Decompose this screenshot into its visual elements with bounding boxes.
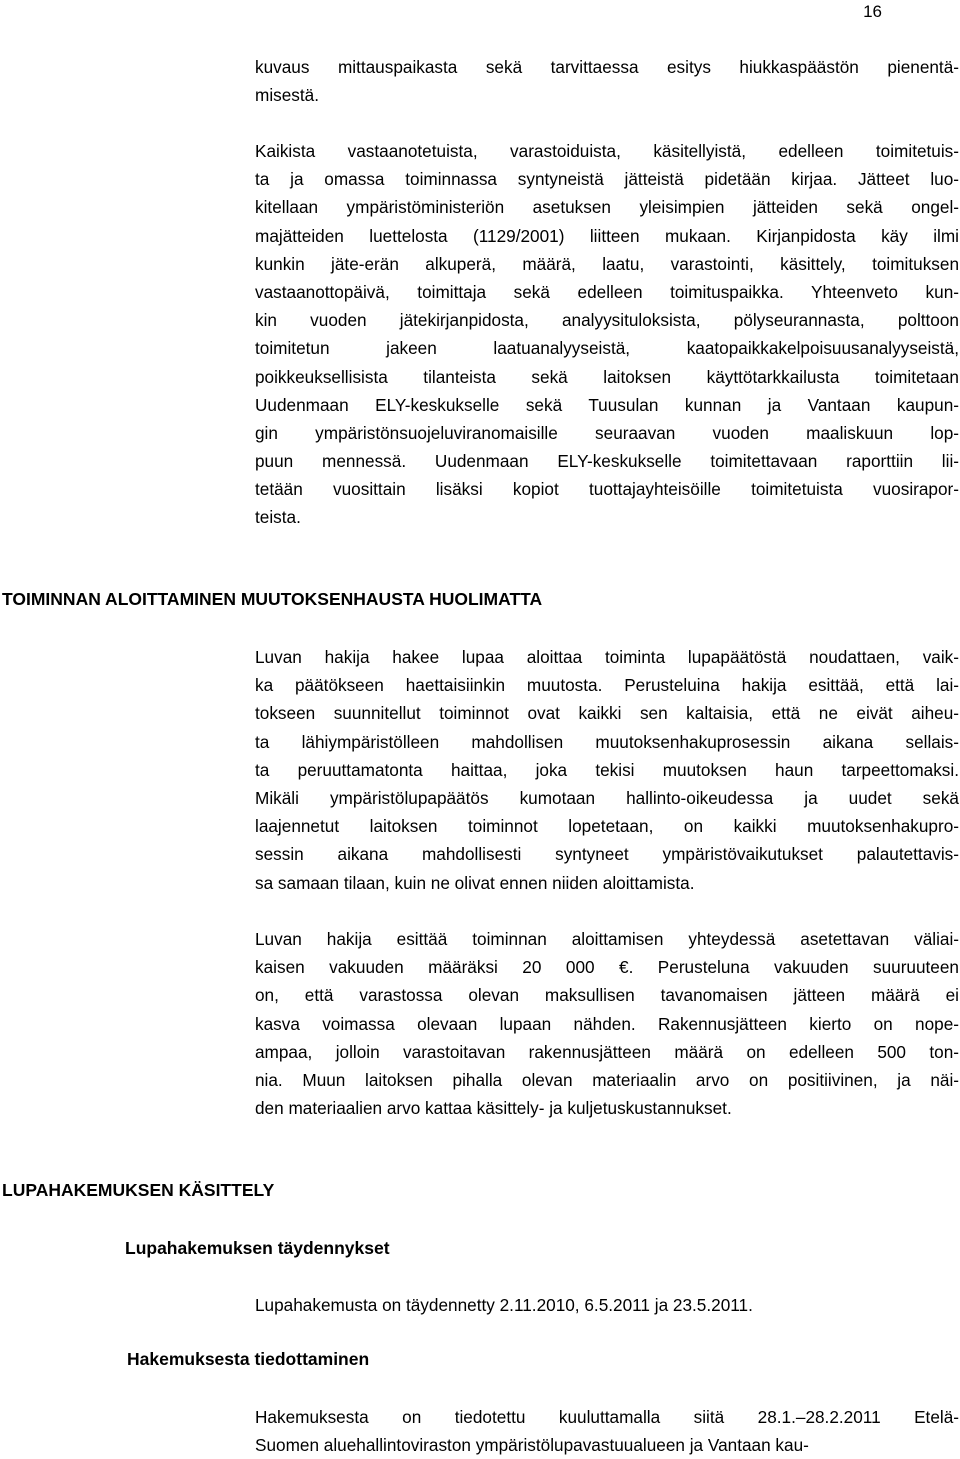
text-line: Suomen aluehallintoviraston ympäristölupavastuualueen ja Vantaan kau- <box>255 1435 809 1456</box>
text-line: Kaikista vastaanotetuista, varastoiduista, käsitellyistä, edelleen toimitetuis- <box>255 141 959 161</box>
taydennykset-paragraph <box>255 1291 959 1319</box>
text-line: kaisen vakuuden määräksi 20 000 €. Perusteluna vakuuden suuruuteen <box>255 957 959 978</box>
text-line: Luvan hakija esittää toiminnan aloittamisen yhteydessä asetettavan väliai- <box>255 929 959 949</box>
text-line: laajennetut laitoksen toiminnot lopetetaan, on kaikki muutoksenhakupro- <box>255 816 959 837</box>
text-line: kunkin jäte-erän alkuperä, määrä, laatu, varastointi, käsittely, toimituksen <box>255 253 959 274</box>
text-line: tetään vuosittain lisäksi kopiot tuottajayhteisöille toimitetuista vuosirapor- <box>255 479 959 500</box>
text-line: ta ja omassa toiminnassa syntyneistä jätteistä pidetään kirjaa. Jätteet luo- <box>255 169 959 190</box>
subheading-taydennykset: Lupahakemuksen täydennykset <box>125 1238 390 1258</box>
page-number: 16 <box>863 2 882 21</box>
intro-paragraph-1 <box>255 53 959 109</box>
text-line: gin ympäristönsuojeluviranomaisille seuraavan vuoden maaliskuun lop- <box>255 422 959 443</box>
section-heading-lupahakemuksen: LUPAHAKEMUKSEN KÄSITTELY <box>2 1180 275 1200</box>
text-line: puun mennessä. Uudenmaan ELY-keskukselle toimitettavaan raporttiin lii- <box>255 451 959 472</box>
text-line: Luvan hakija hakee lupaa aloittaa toiminta lupapäätöstä noudattaen, vaik- <box>255 647 959 667</box>
text-line: tokseen suunnitellut toiminnot ovat kaikki sen kaltaisia, että ne eivät aiheu- <box>255 703 959 724</box>
toiminnan-paragraph-2 <box>255 925 959 1122</box>
text-line: majätteiden luettelosta (1129/2001) liitteen mukaan. Kirjanpidosta käy ilmi <box>255 225 959 246</box>
text-line: kuvaus mittauspaikasta sekä tarvittaessa esitys hiukkaspäästön pienentä- <box>255 57 959 77</box>
text-line: on, että varastossa olevan maksullisen tavanomaisen jätteen määrä ei <box>255 985 959 1006</box>
text-line: Hakemuksesta on tiedotettu kuuluttamalla siitä 28.1.–28.2.2011 Etelä- <box>255 1407 959 1427</box>
text-line: ka päätökseen haettaisiinkin muutosta. Perusteluina hakija esittää, että lai- <box>255 675 959 696</box>
text-line: Lupahakemusta on täydennetty 2.11.2010, 6.5.2011 ja 23.5.2011. <box>255 1295 753 1315</box>
text-line: kasva voimassa olevaan lupaan nähden. Rakennusjätteen kierto on nope- <box>255 1013 959 1034</box>
section-heading-toiminnan: TOIMINNAN ALOITTAMINEN MUUTOKSENHAUSTA HUOLIMATTA <box>2 589 543 609</box>
text-line: den materiaalien arvo kattaa käsittely- ja kuljetuskustannukset. <box>255 1098 732 1119</box>
text-line: misestä. <box>255 85 319 106</box>
text-line: sa samaan tilaan, kuin ne olivat ennen niiden aloittamista. <box>255 872 695 893</box>
text-line: ampaa, jolloin varastoitavan rakennusjätteen määrä on edelleen 500 ton- <box>255 1041 959 1062</box>
tiedottaminen-paragraph <box>255 1403 959 1459</box>
text-line: poikkeuksellisista tilanteista sekä laitoksen käyttötarkkailusta toimitetaan <box>255 366 959 387</box>
text-line: Uudenmaan ELY-keskukselle sekä Tuusulan kunnan ja Vantaan kaupun- <box>255 394 959 415</box>
text-line: vastaanottopäivä, toimittaja sekä edelleen toimituspaikka. Yhteenveto kun- <box>255 281 959 302</box>
text-line: ta lähiympäristölleen mahdollisen muutoksenhakuprosessin aikana sellais- <box>255 731 959 752</box>
subheading-tiedottaminen: Hakemuksesta tiedottaminen <box>127 1349 370 1369</box>
text-line: toimitetun jakeen laatuanalyyseistä, kaatopaikkakelpoisuusanalyyseistä, <box>255 338 959 359</box>
text-line: ta peruuttamatonta haittaa, joka tekisi muutoksen haun tarpeettomaksi. <box>255 759 959 780</box>
text-line: sessin aikana mahdollisesti syntyneet ympäristövaikutukset palautettavis- <box>255 844 959 865</box>
text-line: kin vuoden jätekirjanpidosta, analyysituloksista, pölyseurannasta, polttoon <box>255 310 959 331</box>
toiminnan-paragraph-1 <box>255 643 959 897</box>
text-line: nia. Muun laitoksen pihalla olevan materiaalin arvo on positiivinen, ja näi- <box>255 1069 959 1090</box>
intro-paragraph-2 <box>255 137 959 532</box>
text-line: Mikäli ympäristölupapäätös kumotaan hallinto-oikeudessa ja uudet sekä <box>255 787 959 808</box>
text-line: kitellaan ympäristöministeriön asetuksen yleisimpien jätteiden sekä ongel- <box>255 197 959 218</box>
text-line: teista. <box>255 507 301 528</box>
